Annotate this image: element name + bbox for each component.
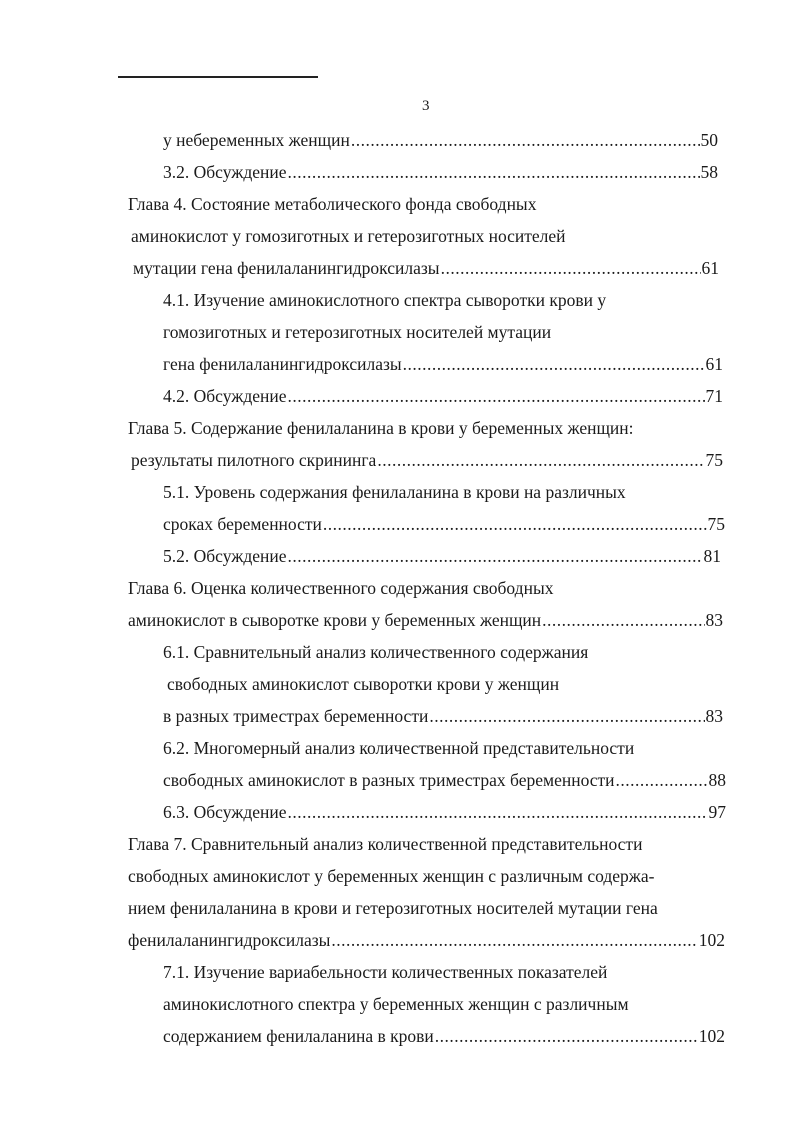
toc-entry-page: 50 <box>700 130 718 150</box>
toc-entry-page: 75 <box>707 514 725 534</box>
toc-section-title: аминокислотного спектра у беременных женщин с различным <box>163 994 629 1014</box>
toc-entry-text: фенилаланингидроксилазы <box>128 930 331 950</box>
toc-chapter-title: Глава 4. Состояние метаболического фонда свободных <box>128 194 537 214</box>
toc-entry <box>163 770 726 790</box>
toc-entry-page: 83 <box>705 706 723 726</box>
toc-entry-text: 5.2. Обсуждение <box>163 546 287 566</box>
toc-chapter-title: аминокислот у гомозиготных и гетерозиготных носителей <box>131 226 566 246</box>
toc-entry-text: 6.3. Обсуждение <box>163 802 287 822</box>
toc-entry-text: гена фенилаланингидроксилазы <box>163 354 402 374</box>
toc-entry <box>163 546 721 566</box>
toc-entry <box>128 610 723 630</box>
toc-entry-page: 102 <box>698 1026 725 1046</box>
toc-entry <box>163 514 725 534</box>
toc-leader <box>616 770 708 790</box>
toc-entry-page: 61 <box>705 354 723 374</box>
toc-entry-text: в разных триместрах беременности <box>163 706 429 726</box>
toc-section-title: 7.1. Изучение вариабельности количественных показателей <box>163 962 608 982</box>
toc-chapter-title: Глава 7. Сравнительный анализ количественной представительности <box>128 834 643 854</box>
toc-leader <box>435 1026 698 1046</box>
toc-section-title: 4.1. Изучение аминокислотного спектра сыворотки крови у <box>163 290 607 310</box>
toc-leader <box>323 514 707 534</box>
toc-chapter-title: Глава 5. Содержание фенилаланина в крови у беременных женщин: <box>128 418 634 438</box>
header-rule <box>118 76 318 78</box>
toc-entry-text: мутации гена фенилаланингидроксилазы <box>133 258 440 278</box>
toc-leader <box>331 930 697 950</box>
page-number: 3 <box>422 98 430 114</box>
toc-entry-text: у небеременных женщин <box>163 130 350 150</box>
toc-entry-page: 75 <box>705 450 723 470</box>
toc-leader <box>351 130 700 150</box>
toc-leader <box>287 162 699 182</box>
toc-entry <box>163 354 723 374</box>
toc-entry <box>163 386 723 406</box>
toc-entry-page: 102 <box>698 930 725 950</box>
toc-leader <box>429 706 704 726</box>
toc-leader <box>377 450 704 470</box>
toc-entry-page: 83 <box>705 610 723 630</box>
toc-entry-page: 58 <box>700 162 718 182</box>
toc-entry <box>163 162 718 182</box>
toc-entry-text: сроках беременности <box>163 514 322 534</box>
toc-leader <box>542 610 704 630</box>
toc-chapter-title: свободных аминокислот у беременных женщин с различным содержа- <box>128 866 655 886</box>
toc-entry <box>131 450 723 470</box>
toc-entry-text: 4.2. Обсуждение <box>163 386 287 406</box>
toc-entry-text: 3.2. Обсуждение <box>163 162 287 182</box>
toc-entry <box>133 258 719 278</box>
toc-entry <box>163 802 726 822</box>
toc-entry <box>163 130 718 150</box>
toc-leader <box>287 802 707 822</box>
toc-chapter-title: Глава 6. Оценка количественного содержания свободных <box>128 578 554 598</box>
toc-section-title: свободных аминокислот сыворотки крови у женщин <box>167 674 560 694</box>
toc-leader <box>403 354 705 374</box>
toc-entry-page: 81 <box>703 546 721 566</box>
toc-entry-text: содержанием фенилаланина в крови <box>163 1026 434 1046</box>
toc-entry-page: 61 <box>701 258 719 278</box>
toc-leader <box>287 546 702 566</box>
toc-section-title: 6.2. Многомерный анализ количественной представительности <box>163 738 635 758</box>
toc-section-title: 5.1. Уровень содержания фенилаланина в крови на различных <box>163 482 626 502</box>
toc-entry-page: 97 <box>708 802 726 822</box>
toc-entry <box>128 930 725 950</box>
toc-entry-page: 71 <box>705 386 723 406</box>
toc-entry <box>163 1026 725 1046</box>
toc-leader <box>441 258 701 278</box>
toc-leader <box>287 386 704 406</box>
toc-chapter-title: нием фенилаланина в крови и гетерозиготных носителей мутации гена <box>128 898 658 918</box>
toc-entry-text: свободных аминокислот в разных триместрах беременности <box>163 770 615 790</box>
toc-section-title: гомозиготных и гетерозиготных носителей мутации <box>163 322 552 342</box>
toc-entry-page: 88 <box>708 770 726 790</box>
toc-section-title: 6.1. Сравнительный анализ количественного содержания <box>163 642 589 662</box>
toc-entry-text: аминокислот в сыворотке крови у беременных женщин <box>128 610 542 630</box>
toc-entry-text: результаты пилотного скрининга <box>131 450 377 470</box>
toc-entry <box>163 706 723 726</box>
